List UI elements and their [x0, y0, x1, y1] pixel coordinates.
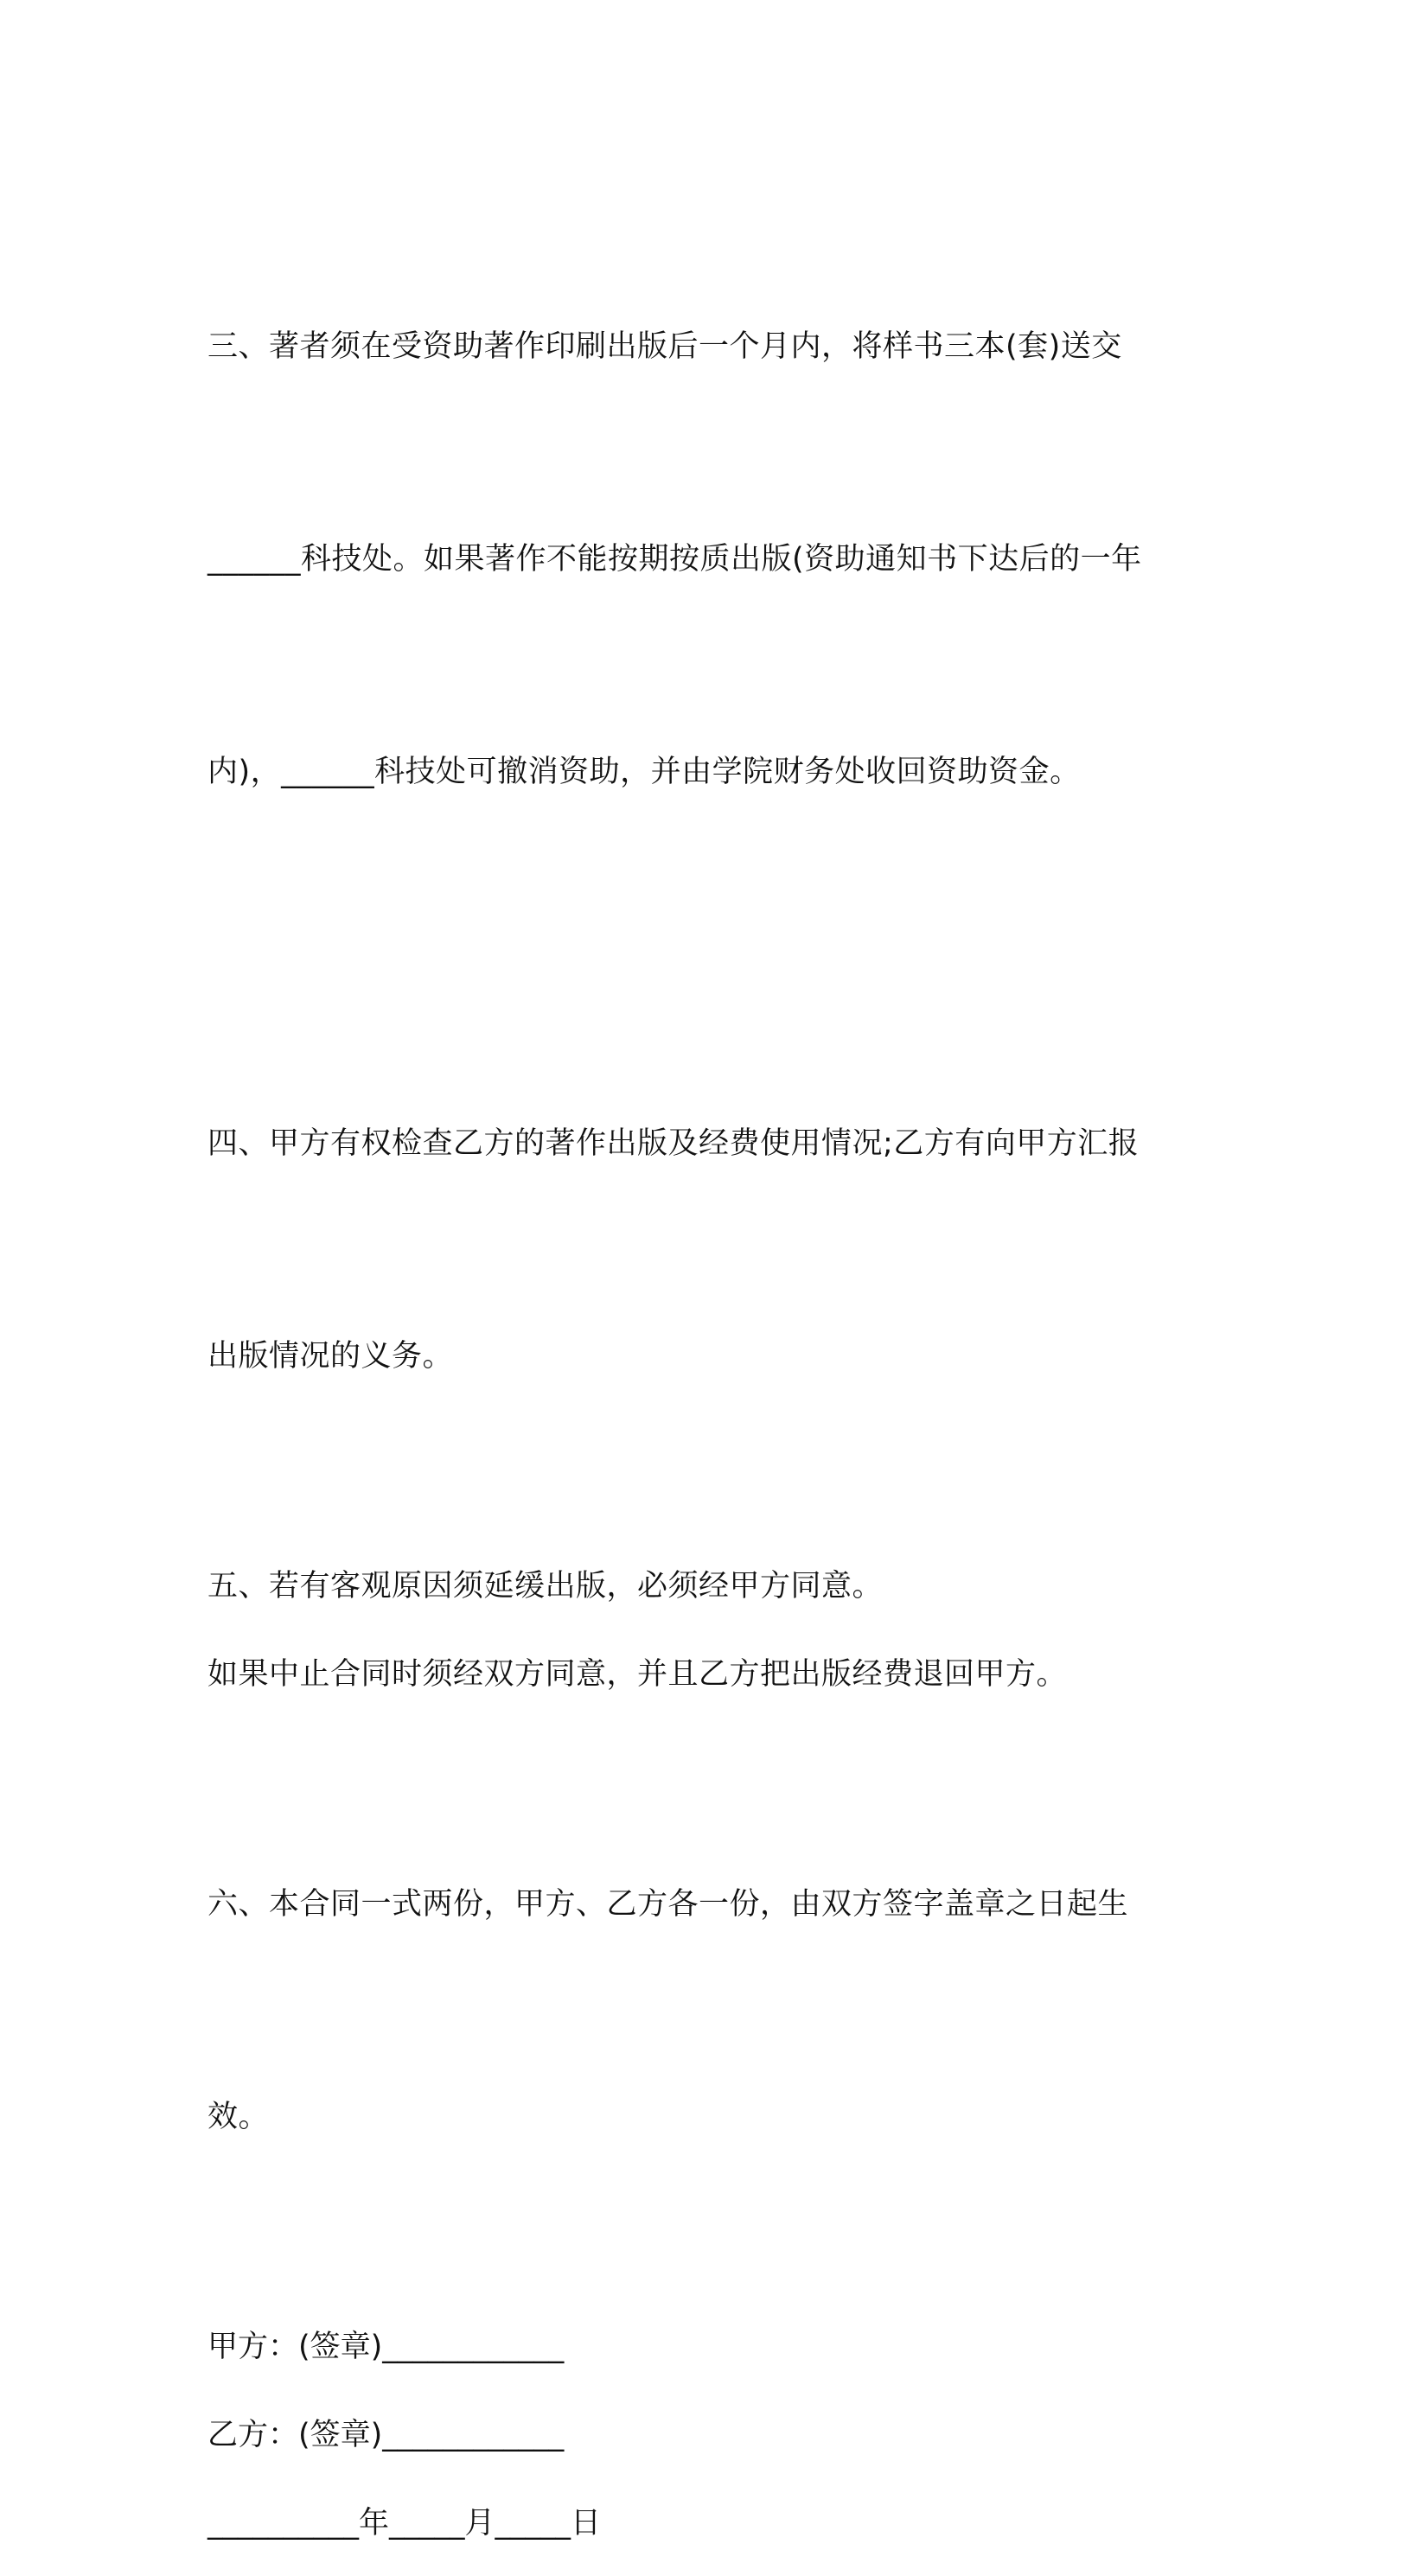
date-line: __________年_____月_____日	[208, 2506, 602, 2541]
party-a-signature: 甲方：(签章)____________	[208, 2330, 565, 2364]
party-b-signature: 乙方：(签章)____________	[208, 2418, 565, 2452]
clause-4-line-1: 四、甲方有权检查乙方的著作出版及经费使用情况;乙方有向甲方汇报	[208, 1126, 1140, 1161]
document-page	[208, 169, 1228, 2576]
clause-4	[208, 966, 1228, 1533]
clause-3-line-2: ______科技处。如果著作不能按期按质出版(资助通知书下达后的一年	[208, 542, 1142, 577]
clause-6	[208, 1727, 1228, 2294]
termination-clause: 如果中止合同时须经双方同意，并且乙方把出版经费退回甲方。	[208, 1657, 1068, 1692]
clause-6-line-1: 六、本合同一式两份，甲方、乙方各一份，由双方签字盖章之日起生	[208, 1887, 1129, 1922]
clause-5: 五、若有客观原因须延缓出版，必须经甲方同意。	[208, 1569, 884, 1604]
clause-3-line-1: 三、著者须在受资助著作印刷出版后一个月内，将样书三本(套)送交	[208, 329, 1122, 364]
clause-3	[208, 169, 1228, 949]
clause-6-line-2: 效。	[208, 2100, 270, 2134]
clause-4-line-2: 出版情况的义务。	[208, 1339, 454, 1374]
clause-3-line-3: 内)，______科技处可撤消资助，并由学院财务处收回资助资金。	[208, 755, 1081, 789]
